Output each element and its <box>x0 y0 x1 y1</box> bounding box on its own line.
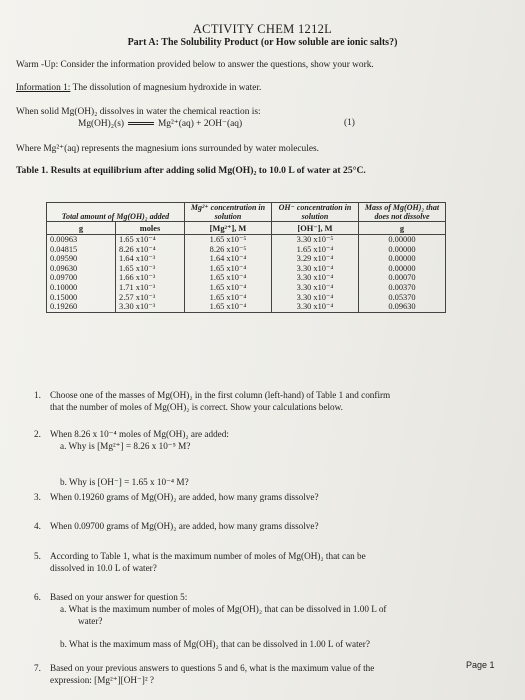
reaction-intro: When solid Mg(OH)₂ dissolves in water the chemical reaction is: <box>16 107 261 117</box>
table-row <box>47 245 446 255</box>
table-cell: 1.65 x10⁻⁴ <box>185 264 272 274</box>
table-cell: 3.30 x10⁻⁴ <box>272 283 359 293</box>
reaction-where: Where Mg²⁺(aq) represents the magnesium ions surrounded by water molecules. <box>16 144 319 154</box>
table-cell: 3.30 x10⁻³ <box>116 302 185 312</box>
question-2b: b. Why is [OH⁻] = 1.65 x 10⁻⁴ M? <box>60 477 189 487</box>
reaction-rhs: Mg²⁺(aq) + 2OH⁻(aq) <box>157 119 243 129</box>
warmup-text: Consider the information provided below to answer the questions, show your work. <box>60 60 374 70</box>
table-cell: 0.15000 <box>47 293 116 303</box>
table-row <box>47 254 446 264</box>
table-cell: 8.26 x10⁻⁵ <box>185 245 272 255</box>
table-cell: 0.00000 <box>359 245 446 255</box>
worksheet-page: ACTIVITY CHEM 1212L Part A: The Solubility Product (or How soluble are ionic salts?) Warm -Up: Consider the information provided below to answer the questions, show your work. Information 1: The dissolution of magnesium hydroxide in water. When solid Mg(OH)₂ dissolves in water the chemical reaction is: Mg(OH)₂(s) Mg²⁺(aq) + 2OH⁻(aq) (1) Where Mg²⁺(aq) represents the magnesium ions surrounded by water molecules. Table 1. Results at equilibrium after adding solid Mg(OH)₂ to 10.0 L of water at 25°C. Total amount of Mg(OH)₂ added Mg²⁺ concentration in solution OH⁻ concentration in solution Mass of Mg(OH)₂ that does not dissolve g moles [Mg²⁺], M [OH⁻], M g 0.00963 1.65 x10⁻⁴ 1.65 x10⁻⁵ 3.30 x10⁻⁵ 0.00000 0.04815 8.26 x10⁻⁴ 8.26 x10⁻⁵ 1.65 x10⁻⁴ 0.00000 0.09590 1.64 x10⁻³ 1.64 x10⁻⁴ 3.29 x10⁻⁴ 0.00000 0.09630 1.65 x10⁻³ 1.65 x10⁻⁴ 3.30 x10⁻⁴ 0.00000 0.09700 1.66 x10⁻³ 1.65 x10⁻⁴ 3.30 x10⁻⁴ 0.00070 0.10000 1.71 x10⁻³ 1.65 x10⁻⁴ 3.30 x10⁻⁴ 0.00370 0.15000 2.57 x10⁻³ 1.65 x10⁻⁴ 3.30 x10⁻⁴ 0.05370 0.19260 3.30 x10⁻³ 1.65 x10⁻⁴ 3.30 x10⁻⁴ 0.09630 1. Choose one of the masses of Mg(OH)₂ in the first column (left-hand) of Table 1 and confirm that the number of moles of Mg(OH)₂ is correct. Show your calculations below. 2. When 8.26 x 10⁻⁴ moles of Mg(OH)₂ are added: a. Why is [Mg²⁺] = 8.26 x 10⁻⁵ M? b. Why is [OH⁻] = 1.65 x 10⁻⁴ M? 3. When 0.19260 grams of Mg(OH)₂ are added, how many grams dissolve? 4. When 0.09700 grams of Mg(OH)₂ are added, how many grams dissolve? 5. According to Table 1, what is the maximum number of moles of Mg(OH)₂ that can be dissolved in 10.0 L of water? 6. Based on your answer for question 5: a. What is the maximum number of moles of Mg(OH)₂ that can be dissolved in 1.00 L of water? b. What is the maximum mass of Mg(OH)₂ that can be dissolved in 1.00 L of water? 7. Based on your previous answers to questions 5 and 6, what is the maximum value of the expression: [Mg²⁺][OH⁻]² ? Page 1 <box>0 0 525 700</box>
table-row <box>47 273 446 283</box>
table-cell: 0.00000 <box>359 235 446 245</box>
table-cell: 0.10000 <box>47 283 116 293</box>
table-cell: 0.00370 <box>359 283 446 293</box>
page-title: ACTIVITY CHEM 1212L <box>192 22 333 36</box>
unit-oh-molarity: [OH⁻], M <box>272 222 359 235</box>
table-cell: 3.30 x10⁻⁴ <box>272 293 359 303</box>
table-row <box>47 283 446 293</box>
table-cell: 0.19260 <box>47 302 116 312</box>
equation-number: (1) <box>344 118 355 128</box>
table-cell: 0.05370 <box>359 293 446 303</box>
question-6a: a. What is the maximum number of moles of Mg(OH)₂ that can be dissolved in 1.00 L of <box>60 604 387 614</box>
table-cell: 1.65 x10⁻⁴ <box>185 283 272 293</box>
unit-grams: g <box>47 222 116 235</box>
table-row <box>47 264 446 274</box>
table-cell: 1.64 x10⁻⁴ <box>185 254 272 264</box>
table-row <box>47 293 446 303</box>
table-row <box>47 302 446 312</box>
table-cell: 0.00000 <box>359 264 446 274</box>
table-cell: 3.30 x10⁻⁴ <box>272 273 359 283</box>
table-cell: 0.04815 <box>47 245 116 255</box>
table-body <box>47 235 446 313</box>
table-cell: 1.65 x10⁻⁴ <box>185 273 272 283</box>
table-cell: 0.09630 <box>47 264 116 274</box>
table-cell: 1.66 x10⁻³ <box>116 273 185 283</box>
table-cell: 1.65 x10⁻⁴ <box>185 302 272 312</box>
unit-mg-molarity: [Mg²⁺], M <box>185 222 272 235</box>
table-header-row <box>47 203 446 222</box>
table-cell: 0.00000 <box>359 254 446 264</box>
page-subtitle: Part A: The Solubility Product (or How soluble are ionic salts?) <box>127 37 398 48</box>
reaction-equation <box>78 118 242 129</box>
page-number: Page 1 <box>466 660 495 670</box>
table-cell: 1.65 x10⁻³ <box>116 264 185 274</box>
header-mg-concentration: Mg²⁺ concentration in solution <box>185 203 272 222</box>
equilibrium-arrow-icon <box>128 122 154 125</box>
table-cell: 1.65 x10⁻⁴ <box>272 245 359 255</box>
information-text: The dissolution of magnesium hydroxide in water. <box>72 83 262 93</box>
table-cell: 0.00070 <box>359 273 446 283</box>
question-2a: a. Why is [Mg²⁺] = 8.26 x 10⁻⁵ M? <box>60 441 191 451</box>
table-units-row <box>47 222 446 235</box>
table-cell: 3.30 x10⁻⁵ <box>272 235 359 245</box>
table-cell: 0.09630 <box>359 302 446 312</box>
table-cell: 1.65 x10⁻⁵ <box>185 235 272 245</box>
table-cell: 3.30 x10⁻⁴ <box>272 264 359 274</box>
table-cell: 2.57 x10⁻³ <box>116 293 185 303</box>
information-label: Information 1: <box>16 83 71 93</box>
table-cell: 3.30 x10⁻⁴ <box>272 302 359 312</box>
table-cell: 0.00963 <box>47 235 116 245</box>
unit-moles: moles <box>116 222 185 235</box>
information-line <box>16 83 261 93</box>
table-cell: 0.09590 <box>47 254 116 264</box>
warmup-label: Warm -Up: <box>16 60 59 70</box>
question-6b: b. What is the maximum mass of Mg(OH)₂ that can be dissolved in 1.00 L of water? <box>60 639 370 649</box>
table-cell: 1.65 x10⁻⁴ <box>185 293 272 303</box>
reaction-lhs: Mg(OH)₂(s) <box>78 119 124 129</box>
table-cell: 1.65 x10⁻⁴ <box>116 235 185 245</box>
table-cell: 1.71 x10⁻³ <box>116 283 185 293</box>
warmup-line <box>16 60 374 70</box>
header-mass-undissolved: Mass of Mg(OH)₂ that does not dissolve <box>359 203 446 222</box>
table-cell: 1.64 x10⁻³ <box>116 254 185 264</box>
table-caption: Table 1. Results at equilibrium after adding solid Mg(OH)₂ to 10.0 L of water at 25°C. <box>16 165 366 176</box>
header-oh-concentration: OH⁻ concentration in solution <box>272 203 359 222</box>
table-cell: 8.26 x10⁻⁴ <box>116 245 185 255</box>
table-cell: 0.09700 <box>47 273 116 283</box>
unit-grams-undissolved: g <box>359 222 446 235</box>
header-total-amount: Total amount of Mg(OH)₂ added <box>47 203 185 222</box>
table-row <box>47 235 446 245</box>
results-table <box>46 202 446 313</box>
table-cell: 3.29 x10⁻⁴ <box>272 254 359 264</box>
